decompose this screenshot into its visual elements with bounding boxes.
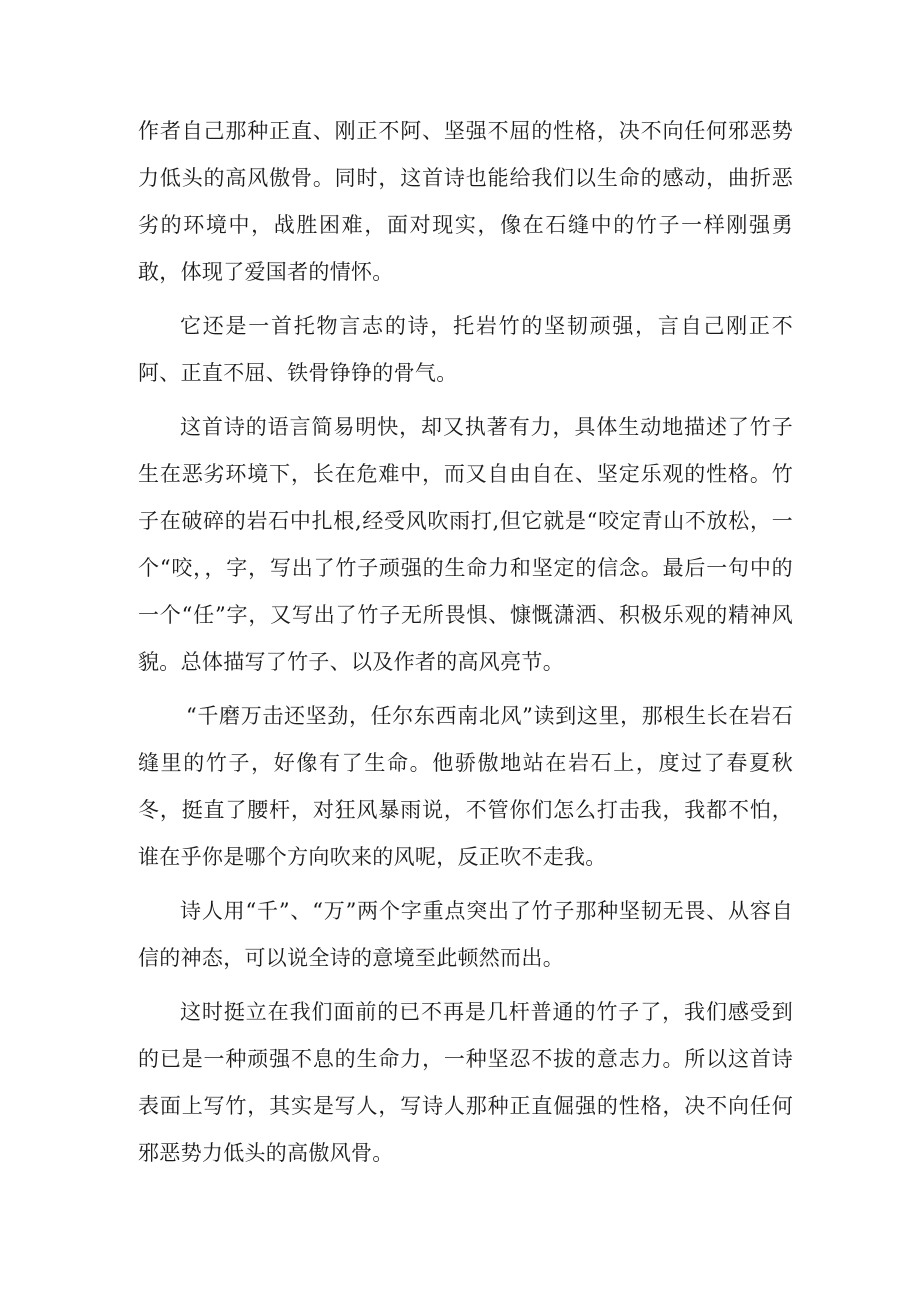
paragraph-continuation: 作者自己那种正直、刚正不阿、坚强不屈的性格，决不向任何邪恶势力低头的高风傲骨。同时，这首诗也能给我们以生命的感动，曲折恶劣的环境中，战胜困难，面对现实，像在石缝中的竹子一样刚强勇敢，体现了爱国者的情怀。 — [138, 119, 793, 284]
paragraph-conclusion: 这时挺立在我们面前的已不再是几杆普通的竹子了，我们感受到的已是一种顽强不息的生命力，一种坚忍不拔的意志力。所以这首诗表面上写竹，其实是写人，写诗人那种正直倔强的性格，决不向任何邪恶势力低头的高傲风骨。 — [138, 1000, 793, 1165]
document-body — [138, 108, 793, 1184]
paragraph-language: 这首诗的语言简易明快，却又执著有力，具体生动地描述了竹子生在恶劣环境下，长在危难中，而又自由自在、坚定乐观的性格。竹子在破碎的岩石中扎根,经受风吹雨打,但它就是“咬定青山不放松，一个“咬，，字，写出了竹子顽强的生命力和坚定的信念。最后一句中的一个“任”字，又写出了竹子无所畏惧、慷慨潇洒、积极乐观的精神风貌。总体描写了竹子、以及作者的高风亮节。 — [138, 415, 793, 674]
paragraph-metaphor: 它还是一首托物言志的诗，托岩竹的坚韧顽强，言自己刚正不阿、正直不屈、铁骨铮铮的骨气。 — [138, 314, 793, 385]
paragraph-quote: “千磨万击还坚劲，任尔东西南北风”读到这里，那根生长在岩石缝里的竹子，好像有了生命。他骄傲地站在岩石上，度过了春夏秋冬，挺直了腰杆，对狂风暴雨说，不管你们怎么打击我，我都不怕，谁在乎你是哪个方向吹来的风呢，反正吹不走我。 — [138, 704, 793, 869]
paragraph-emphasis: 诗人用“千”、“万”两个字重点突出了竹子那种坚韧无畏、从容自信的神态，可以说全诗的意境至此顿然而出。 — [138, 899, 793, 970]
